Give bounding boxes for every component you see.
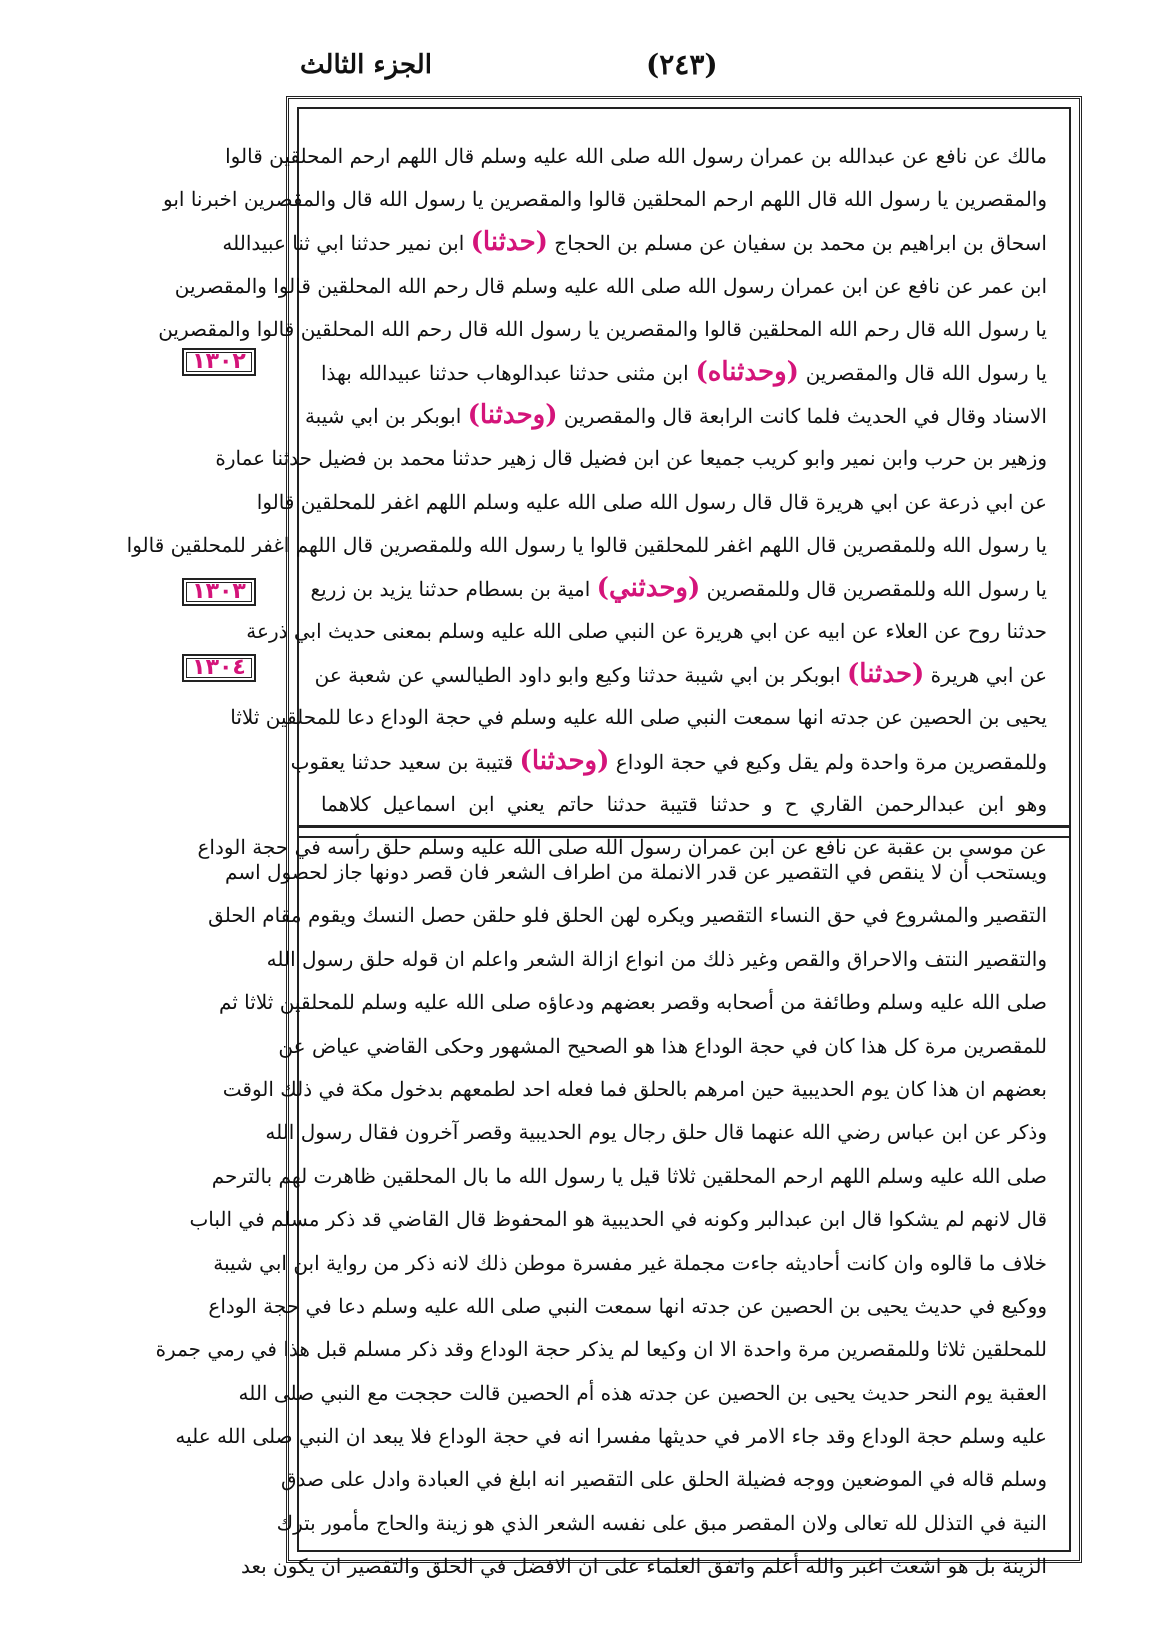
commentary-line: قال لانهم لم يشكوا قال ابن عبدالبر وكونه في الحديبية هو المحفوظ قال القاضي قد ذكر مسلم في الباب [189,1207,1047,1232]
text-segment: امية بن بسطام حدثنا يزيد بن زريع [310,576,597,601]
text-segment: ابن عمر عن نافع عن ابن عمران رسول الله صلى الله عليه وسلم قال رحم الله المحلقين قالوا والمقصرين [174,273,1047,298]
commentary-line: صلى الله عليه وسلم اللهم ارحم المحلقين ثلاثا قيل يا رسول الله ما بال المحلقين ظاهرت لهم بالترحم [211,1163,1047,1188]
hadith-number-margin: ١٣٠٢ [182,348,256,376]
text-segment: والمقصرين يا رسول الله قال اللهم ارحم المحلقين قالوا والمقصرين يا رسول الله قال والمقصرين اخبرنا ابو [163,187,1047,212]
page-number: (٢٤٣) [646,48,718,81]
commentary-line: للمقصرين مرة كل هذا كان في حجة الوداع هذا هو الصحيح المشهور وحكى القاضي عياض عن [278,1033,1047,1058]
hadith-line [321,351,1047,394]
text-segment: ابوبكر بن ابي شيبة حدثنا وكيع وابو داود الطيالسي عن شعبة عن [314,663,847,688]
hadith-line [256,481,1047,524]
narration-marker: (حدثنا) [470,227,548,258]
text-segment: ابن مثنى حدثنا عبدالوهاب حدثنا عبيدالله بهذا [321,360,696,385]
hadith-line [215,437,1047,480]
section-divider [299,825,1069,838]
narration-marker: (وحدثني) [596,572,701,603]
text-segment: يا رسول الله قال رحم الله المحلقين قالوا والمقصرين يا رسول الله قال رحم الله المحلقين قالوا والمقصرين [158,316,1047,341]
narration-marker: (حدثنا) [846,659,925,690]
hadith-line [174,265,1047,308]
commentary-line: الزينة بل هو اشعث اغبر والله أعلم واتفق العلماء على ان الافضل في الحلق والتقصير ان يكون بعد [240,1554,1047,1579]
commentary-line: والتقصير النتف والاحراق والقص وغير ذلك من انواع ازالة الشعر واعلم ان قوله حلق رسول الله [266,946,1047,971]
commentary-line: التقصير والمشروع في حق النساء التقصير ويكره لهن الحلق فلو حلقن حصل النسك ويقوم مقام الحلق [208,903,1047,928]
text-segment: يا رسول الله وللمقصرين قال اللهم اغفر للمحلقين قالوا يا رسول الله وللمقصرين قال اللهم اغفر للمحلقين قالوا [126,532,1047,557]
commentary-line: خلاف ما قالوه وان كانت أحاديثه جاءت مجملة غير مفسرة موطن ذلك لانه ذكر من رواية ابن ابي شيبة [213,1250,1047,1275]
hadith-number-margin: ١٣٠٣ [182,578,256,606]
text-segment: عن ابي ذرعة عن ابي هريرة قال قال رسول الله صلى الله عليه وسلم اللهم اغفر للمحلقين قالوا [256,489,1047,514]
text-segment: يا رسول الله وللمقصرين قال وللمقصرين [700,576,1047,601]
text-segment: يحيى بن الحصين عن جدته انها سمعت النبي صلى الله عليه وسلم في حجة الوداع دعا للمحلقين ثلاثا [230,705,1047,730]
commentary-line: بعضهم ان هذا كان يوم الحديبية حين امرهم بالحلق فما فعله احد لطمعهم بدخول مكة في ذلك الوقت [222,1076,1047,1101]
narration-marker: (وحدثناه) [695,356,799,387]
volume-title: الجزء الثالث [300,50,432,80]
commentary-line: وذكر عن ابن عباس رضي الله عنهما قال حلق رجال يوم الحديبية وقصر آخرون فقال رسول الله [265,1120,1047,1145]
text-segment: مالك عن نافع عن عبدالله بن عمران رسول الله صلى الله عليه وسلم قال اللهم ارحم المحلقين قالوا [225,144,1047,168]
hadith-line [246,610,1047,653]
commentary-line: العقبة يوم النحر حديث يحيى بن الحصين عن جدته هذه أم الحصين قالت حججت مع النبي صلى الله [238,1380,1047,1405]
hadith-line [163,178,1047,221]
commentary-line: وسلم قاله في الموضعين ووجه فضيلة الحلق على التقصير انه ابلغ في العبادة وادل على صدق [281,1467,1047,1492]
hadith-line [314,653,1047,696]
text-segment: قتيبة بن سعيد حدثنا يعقوب [290,749,520,774]
commentary-line: صلى الله عليه وسلم وطائفة من أصحابه وقصر بعضهم ودعاؤه صلى الله عليه وسلم للمحلقين ثلاثا ثم [218,990,1047,1015]
text-segment: وزهير بن حرب وابن نمير وابو كريب جميعا عن ابن فضيل قال زهير حدثنا محمد بن فضيل حدثنا عمارة [215,446,1047,471]
narration-marker: (وحدثنا) [467,400,558,431]
hadith-line [290,740,1047,783]
text-segment: اسحاق بن ابراهيم بن محمد بن سفيان عن مسلم بن الحجاج [547,231,1047,256]
commentary-line: النية في التذلل لله تعالى ولان المقصر مبق على نفسه الشعر الذي هو زينة والحاج مأمور بترك [276,1510,1047,1535]
commentary-line: ووكيع في حديث يحيى بن الحصين عن جدته انها سمعت النبي صلى الله عليه وسلم دعا في حجة الوداع [208,1293,1047,1318]
hadith-line [222,221,1047,264]
commentary-line: ويستحب أن لا ينقص في التقصير عن قدر الانملة من اطراف الشعر فان قصر دونها جاز لحصول اسم [225,860,1047,884]
text-segment: وللمقصرين مرة واحدة ولم يقل وكيع في حجة الوداع [609,749,1047,774]
hadith-number-margin: ١٣٠٤ [182,654,256,682]
hadith-line [126,524,1047,567]
commentary-line: عليه وسلم حجة الوداع وقد جاء الامر في حديثها مفسرا انه في حجة الوداع فلا يبعد ان النبي صلى الله عليه [175,1424,1047,1449]
hadith-line [304,394,1047,437]
commentary-text-section [155,851,1047,1589]
commentary-line: للمحلقين ثلاثا وللمقصرين مرة واحدة الا ان وكيعا لم يذكر حجة الوداع وقد ذكر مسلم قبل هذا في رمي جمرة [155,1337,1047,1362]
text-segment: ابن نمير حدثنا ابي ثنا عبيدالله [222,231,471,256]
hadith-line [230,696,1047,739]
text-segment: ابوبكر بن ابي شيبة [304,404,468,429]
page-header [286,48,1086,88]
text-segment: يا رسول الله قال والمقصرين [798,360,1047,385]
hadith-line [158,308,1047,351]
hadith-line [321,783,1047,826]
narration-marker: (وحدثنا) [519,745,610,776]
hadith-line [310,567,1047,610]
text-segment: حدثنا روح عن العلاء عن ابيه عن ابي هريرة عن النبي صلى الله عليه وسلم بمعنى حديث ابي ذرعة [246,619,1047,644]
hadith-line [225,135,1047,178]
text-segment: وهو ابن عبدالرحمن القاري ح و حدثنا قتيبة حدثنا حاتم يعني ابن اسماعيل كلاهما [321,791,1047,816]
text-segment: الاسناد وقال في الحديث فلما كانت الرابعة قال والمقصرين [557,404,1047,429]
text-segment: عن ابي هريرة [924,663,1047,688]
text-segment: عن موسى بن عقبة عن نافع عن ابن عمران رسول الله صلى الله عليه وسلم حلق رأسه في حجة الوداع [197,835,1047,859]
